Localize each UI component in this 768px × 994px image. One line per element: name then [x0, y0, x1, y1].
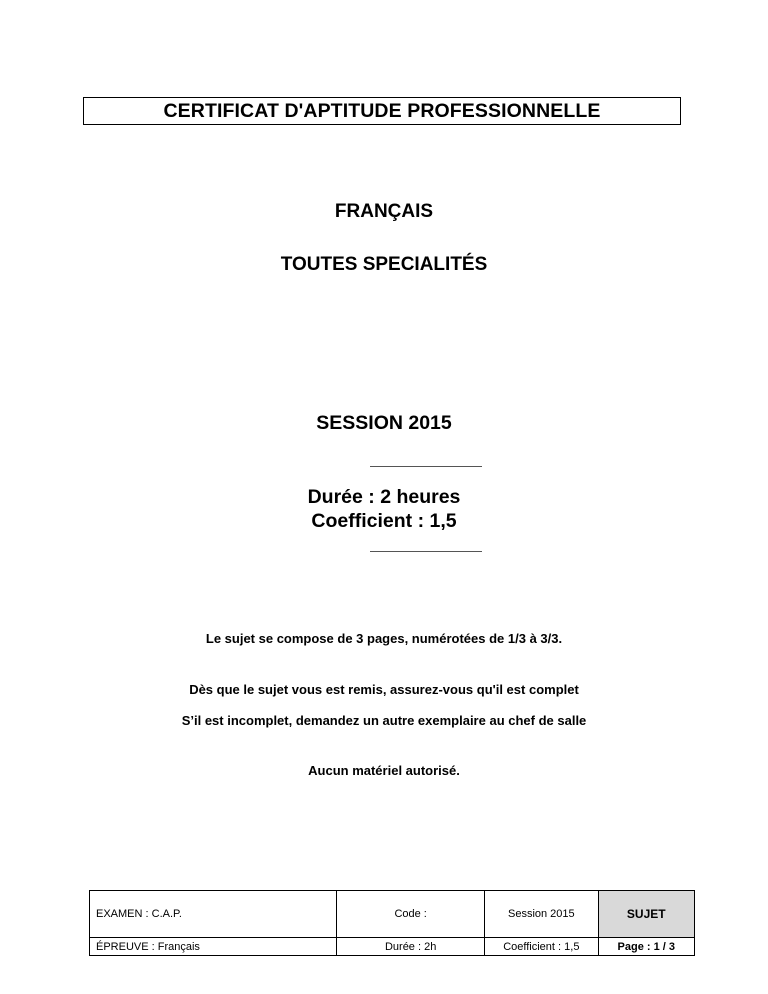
coefficient-cell: Coefficient : 1,5	[485, 938, 598, 956]
subject-heading: FRANÇAIS	[334, 201, 434, 222]
divider-bottom	[370, 551, 482, 552]
code-cell: Code :	[337, 891, 485, 938]
footer-row-epreuve	[90, 938, 695, 956]
page-number-cell: Page : 1 / 3	[598, 938, 694, 956]
exam-cell: EXAMEN : C.A.P.	[90, 891, 337, 938]
instruction-no-material: Aucun matériel autorisé.	[308, 763, 460, 778]
instruction-page-count: Le sujet se compose de 3 pages, numérotées de 1/3 à 3/3.	[205, 631, 563, 646]
document-title: CERTIFICAT D'APTITUDE PROFESSIONNELLE	[83, 97, 681, 125]
epreuve-cell: ÉPREUVE : Français	[90, 938, 337, 956]
sujet-cell: SUJET	[598, 891, 694, 938]
footer-table	[89, 890, 695, 956]
footer-row-exam	[90, 891, 695, 938]
instruction-check-complete: Dès que le sujet vous est remis, assurez-vous qu'il est complet	[189, 682, 579, 697]
duration-text: Durée : 2 heures	[307, 486, 461, 508]
instruction-incomplete: S’il est incomplet, demandez un autre exemplaire au chef de salle	[181, 713, 587, 728]
coefficient-text: Coefficient : 1,5	[311, 510, 457, 532]
session-cell: Session 2015	[485, 891, 598, 938]
duration-cell: Durée : 2h	[337, 938, 485, 956]
divider-top	[370, 466, 482, 467]
specialty-heading: TOUTES SPECIALITÉS	[280, 254, 488, 275]
session-heading: SESSION 2015	[316, 412, 452, 434]
